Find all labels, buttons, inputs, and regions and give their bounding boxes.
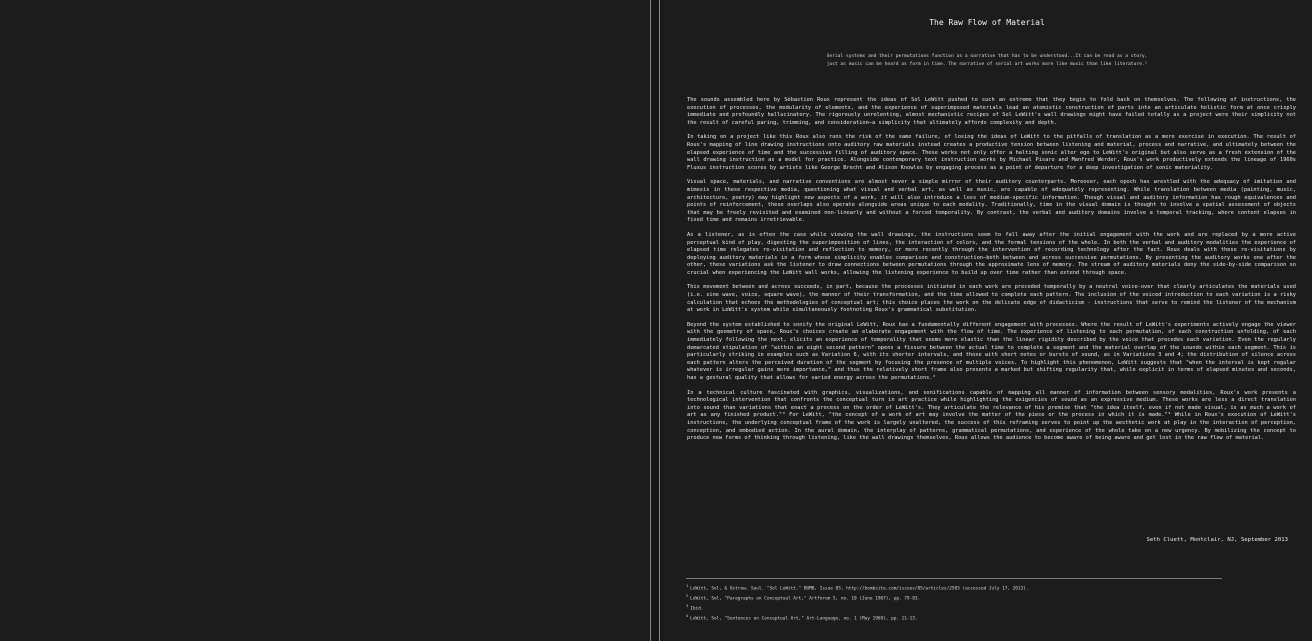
paragraph: In taking on a project like this Roux also runs the risk of the same failure, of losing the ideas of LeWitt to the pitfalls of translation as a mere exercise in execution. The result of Roux's mapping of line drawing instructions onto auditory raw materials instead creates a productive tension between listening and material, process and narrative, and ultimately between the elapsed experience of time and the successive filling of auditory space. These works not only offer a halting sonic alter ego to LeWitt's original but also serve as a fresh extension of the wall drawing instruction as a model for practice. Alongside contemporary text instruction works by Michael Pisaro and Manfred Werder, Roux's work productively extends the lineage of 1960s Fluxus instruction scores by artists like George Brecht and Alison Knowles by engaging process as a point of departure for a deep investigation of sonic materiality. [687,134,1296,171]
essay-body [687,97,1296,450]
paragraph: Visual space, materials, and narrative conventions are almost never a simple mirror of their auditory counterparts. Moreover, each epoch has wrestled with the adequacy of imitation and mimesis in these respective media, questioning what visual and verbal art, as well as music, are capable of adequately representing. While translation between media (painting, music, architecture, poetry) may highlight new aspects of a work, it will also introduce a loss of medium-specific information. Though visual and auditory information has rough equivalences and points of reinforcement, these overlaps also operate alongside areas unique to each modality. Traditionally, time in the visual domain is thought to involve a spatial assessment of objects that may be freely revisited and examined non-linearly and without a forced temporality. By contrast, the verbal and auditory domains involve a temporal tracking, where content elapses in fixed time and remains irretrievable. [687,179,1296,224]
footnote-divider [686,578,1222,579]
paragraph: In a technical culture fascinated with graphics, visualizations, and sonifications capable of mapping all manner of information between sensory modalities, Roux's work presents a technological intervention that confronts the conceptual turn in art practice while highlighting the exigencies of sound as an expressive medium. These works are less a direct translation into sound than variations that enact a process on the order of LeWitt's. They articulate the relevance of his premise that "the idea itself, even if not made visual, is as much a work of art as any finished product."³ For LeWitt, "the concept of a work of art may involve the matter of the piece or the process in which it is made."⁴ While in Roux's execution of LeWitt's instructions, the underlying conceptual frame of the work is largely unaltered, the success of this reframing serves to point up the aesthetic work at play in the interaction of perception, conception, and embodied action. In the aural domain, the interplay of patterns, grammatical permutations, and experience of the whole take on a new urgency. By mobilizing the concept to produce new forms of thinking through listening, like the wall drawings themselves, Roux allows the audience to become aware of being aware and get lost in the raw flow of material. [687,389,1296,442]
right-page [662,0,1312,641]
footnote [686,603,1286,613]
footnote [686,613,1286,623]
gutter-line-right [659,0,660,641]
footnote [686,593,1286,603]
footnote-text: LeWitt, Sol, "Paragraphs on Conceptual Art," Artforum 5, no. 10 (June 1967), pp. 79-83. [690,596,921,602]
document-title: The Raw Flow of Material [929,18,1045,27]
gutter-line-left [650,0,651,641]
left-page-blank [0,0,649,641]
paragraph: As a listener, as is often the case while viewing the wall drawings, the instructions seem to fall away after the initial engagement with the work and are replaced by a more active perceptual kind of play, digesting the superimposition of lines, the interaction of colors, and the formal tensions of the whole. In both the verbal and auditory modalities the experience of elapsed time relegates re-visitation and reflection to memory, or more recently through the intervention of recording technology after the fact. Roux deals with these re-visitations by deploying auditory materials in a form whose simplicity enables comparison and construction—both between and across successive permutations. By presenting the auditory works one after the other, these variations ask the listener to draw connections between permutations through the approximate lens of memory. The stream of auditory materials deny the side-by-side comparison so crucial when experiencing the LeWitt wall works, allowing the listening experience to build up over time rather than extend through space. [687,231,1296,276]
paragraph: Beyond the system established to sonify the original LeWitt, Roux has a fundamentally different engagement with processes. Where the result of LeWitt's experiments actively engage the viewer with the geometry of space, Roux's choices create an elaborate engagement with the flow of time. The experience of listening to each permutation, of each construction unfolding, of each immediately following the next, elicits an experience of temporality that seems more elastic than the linear rigidity described by the voice that precedes each variation. Even the regularly demarcated stipulation of "within an eight second pattern" opens a fissure between the actual time to complete a segment and the material overlap of the sounds within each segment. This is particularly striking in examples such as Variation 6, with its shorter intervals, and those with short notes or bursts of sound, as in Variations 3 and 4; the distribution of silence across each pattern alters the perceived duration of the segment by focusing the presence of multiple voices. To highlight this phenomenon, LeWitt suggests that "when the interval is kept regular whatever is irregular gains more importance," and thus the relatively short frame also presents a marked but shifting regularity that, while explicit in terms of elapsed minutes and seconds, has a gestural quality that allows for varied energy across the permutations.² [687,321,1296,381]
footnotes-list [686,583,1286,623]
epigraph-quote: Serial systems and their permutations function as a narrative that has to be understood...It can be read as a story, just as music can be heard as form in time. The narrative of serial art works more like music than like literature.¹ [826,54,1148,67]
author-signature: Seth Cluett, Montclair, NJ, September 2013 [1146,537,1288,543]
footnote-text: LeWitt, Sol, "Sentences on Conceptual Art," Art-Language, no. 1 (May 1969), pp. 11-13. [690,616,918,622]
paragraph: This movement between and across succeeds, in part, because the processes initiated in each work are preceded temporally by a neutral voice-over that clearly articulates the materials used (i.e. sine wave, voice, square wave), the manner of their transformation, and the time allowed to complete each pattern. The inclusion of the voiced introduction to each variation is a risky calculation that echoes the methodologies of conceptual art; this choice places the work on the delicate edge of didacticism - instructions that serve to remind the listener of the mechanism at work in LeWitt's system while simultaneously footnoting Roux's grammatical substitution. [687,284,1296,314]
footnote-text: Ibid. [690,606,704,612]
page-gutter [649,0,662,641]
footnote-number: 3 [686,604,689,609]
footnote-number: 2 [686,594,689,599]
footnote-number: 4 [686,614,689,619]
footnote-number: 1 [686,584,689,588]
footnote [686,583,1286,593]
footnote-text: LeWitt, Sol, & Ostrow, Saul. "Sol LeWitt." BOMB, Issue 85, http://bombsite.com/issues/85/articles/2583 (accessed July 17, 2013). [690,586,1029,592]
paragraph: The sounds assembled here by Sébastien Roux represent the ideas of Sol LeWitt pushed to such an extreme that they begin to fold back on themselves. The following of instructions, the execution of processes, the modularity of elements, and the experience of superimposed materials lead an atomistic construction of parts into an articulate holistic form at once crisply immediate and profoundly hallucinatory. The rigorously unrelenting, almost mechanistic recipes of Sol LeWitt's wall drawings might have failed totally as a project were their simplicity not the result of careful paring, trimming, and consideration—a simplicity that ultimately affords complexity and depth. [687,97,1296,126]
